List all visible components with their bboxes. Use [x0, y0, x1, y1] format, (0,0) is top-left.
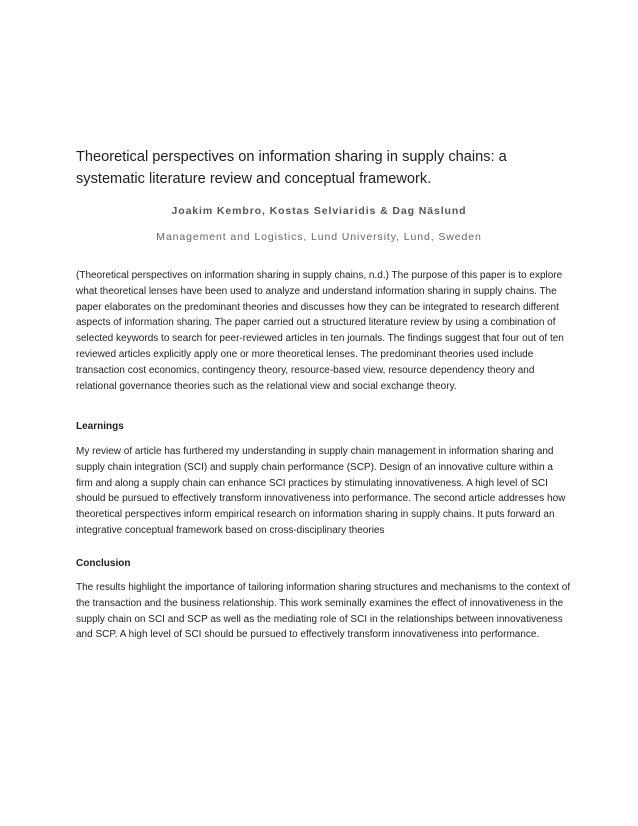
paper-affiliation: Management and Logistics, Lund University, Lund, Sweden: [156, 231, 482, 243]
learnings-heading: Learnings: [76, 421, 124, 432]
conclusion-paragraph: The results highlight the importance of tailoring information sharing structures and mechanisms to the context of the transaction and the business relationship. This work seminally examines the effect of innovativeness in the supply chain on SCI and SCP as well as the mediating role of SCI in the relationships between innovativeness and SCP. A high level of SCI should be pursued to effectively transform innovativeness into performance.: [76, 582, 571, 641]
paper-title: Theoretical perspectives on information sharing in supply chains: a systematic literature review and conceptual framework.: [76, 149, 507, 187]
paper-authors: Joakim Kembro, Kostas Selviaridis & Dag Näslund: [171, 205, 467, 217]
learnings-paragraph: My review of article has furthered my understanding in supply chain management in information sharing and supply chain integration (SCI) and supply chain performance (SCP). Design of an innovative culture within a firm and along a supply chain can enhance SCI practices by stimulating innovativeness. A high level of SCI should be pursued to effectively transform innovativeness into performance. The second article addresses how theoretical perspectives inform empirical research on information sharing in supply chains. It puts forward an integrative conceptual framework based on cross-disciplinary theories: [76, 446, 566, 536]
conclusion-heading: Conclusion: [76, 558, 131, 569]
abstract-paragraph: (Theoretical perspectives on information sharing in supply chains, n.d.) The purpose of this paper is to explore what theoretical lenses have been used to analyze and understand information sharing in supply chains. The paper elaborates on the predominant theories and discusses how they can be integrated to research different aspects of information sharing. The paper carried out a structured literature review by using a combination of selected keywords to search for peer-reviewed articles in ten journals. The findings suggest that four out of ten reviewed articles explicitly apply one or more theoretical lenses. The predominant theories used include transaction cost economics, contingency theory, resource-based view, resource dependency theory and relational governance theories such as the relational view and social exchange theory.: [76, 270, 564, 392]
